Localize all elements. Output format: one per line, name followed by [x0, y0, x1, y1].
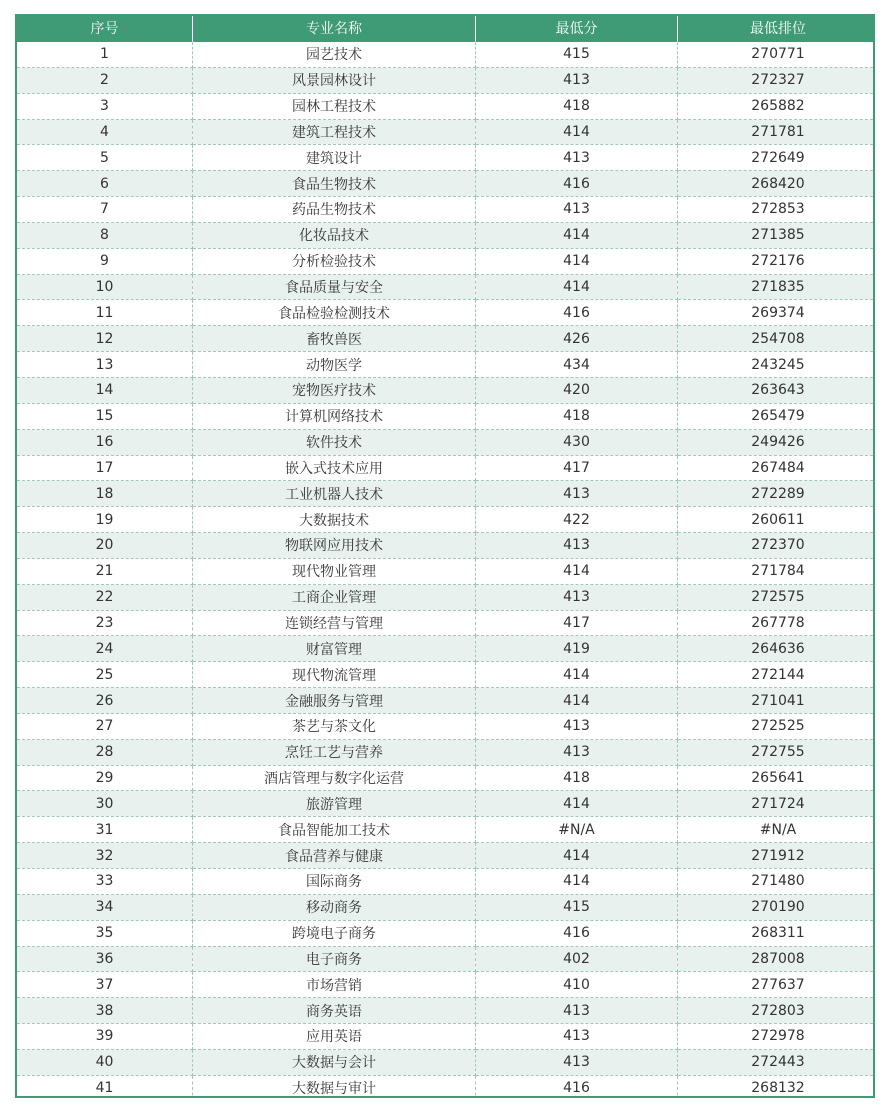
major-name-cell: 市场营销	[193, 972, 476, 998]
min-rank-cell: 243245	[678, 352, 876, 378]
min-score-cell: 414	[476, 119, 678, 145]
min-rank-cell: 269374	[678, 300, 876, 326]
major-name-cell: 药品生物技术	[193, 197, 476, 223]
min-rank-cell: 272755	[678, 739, 876, 765]
min-score-cell: 413	[476, 584, 678, 610]
major-name-cell: 现代物业管理	[193, 558, 476, 584]
row-index-cell: 22	[17, 584, 193, 610]
min-score-cell: 414	[476, 222, 678, 248]
min-score-cell: 414	[476, 791, 678, 817]
min-score-cell: 416	[476, 171, 678, 197]
row-index-cell: 33	[17, 869, 193, 895]
min-score-cell: #N/A	[476, 817, 678, 843]
row-index-cell: 30	[17, 791, 193, 817]
row-index-cell: 21	[17, 558, 193, 584]
header-row	[17, 16, 875, 42]
table-body	[17, 42, 875, 1098]
row-index-cell: 20	[17, 533, 193, 559]
row-index-cell: 31	[17, 817, 193, 843]
row-index-cell: 40	[17, 1049, 193, 1075]
major-name-cell: 食品质量与安全	[193, 274, 476, 300]
row-index-cell: 26	[17, 688, 193, 714]
major-name-cell: 物联网应用技术	[193, 533, 476, 559]
min-score-cell: 413	[476, 67, 678, 93]
table-row	[17, 1049, 875, 1075]
major-name-cell: 旅游管理	[193, 791, 476, 817]
table-row	[17, 274, 875, 300]
table-row	[17, 713, 875, 739]
min-score-cell: 414	[476, 843, 678, 869]
min-rank-cell: 271724	[678, 791, 876, 817]
table-row	[17, 93, 875, 119]
table-row	[17, 222, 875, 248]
min-rank-cell: 272176	[678, 248, 876, 274]
header-min-score: 最低分	[476, 16, 678, 42]
table-row	[17, 533, 875, 559]
row-index-cell: 23	[17, 610, 193, 636]
min-score-cell: 410	[476, 972, 678, 998]
table-row	[17, 894, 875, 920]
major-name-cell: 工商企业管理	[193, 584, 476, 610]
min-rank-cell: 254708	[678, 326, 876, 352]
min-score-cell: 414	[476, 662, 678, 688]
min-score-cell: 413	[476, 197, 678, 223]
min-rank-cell: 271912	[678, 843, 876, 869]
table-row	[17, 558, 875, 584]
min-score-cell: 402	[476, 946, 678, 972]
min-rank-cell: 272144	[678, 662, 876, 688]
table-row	[17, 791, 875, 817]
major-name-cell: 茶艺与茶文化	[193, 713, 476, 739]
min-score-cell: 413	[476, 1049, 678, 1075]
min-rank-cell: 272649	[678, 145, 876, 171]
min-score-cell: 420	[476, 377, 678, 403]
row-index-cell: 39	[17, 1024, 193, 1050]
row-index-cell: 1	[17, 42, 193, 67]
min-score-cell: 417	[476, 455, 678, 481]
table-row	[17, 197, 875, 223]
min-rank-cell: 272803	[678, 998, 876, 1024]
min-score-cell: 434	[476, 352, 678, 378]
min-rank-cell: 272575	[678, 584, 876, 610]
min-score-cell: 413	[476, 145, 678, 171]
min-rank-cell: 270771	[678, 42, 876, 67]
row-index-cell: 14	[17, 377, 193, 403]
min-rank-cell: 272327	[678, 67, 876, 93]
table-row	[17, 920, 875, 946]
score-table-container	[15, 14, 875, 1098]
table-row	[17, 765, 875, 791]
min-rank-cell: 272525	[678, 713, 876, 739]
table-row	[17, 455, 875, 481]
table-row	[17, 377, 875, 403]
min-score-cell: 416	[476, 920, 678, 946]
min-score-cell: 415	[476, 42, 678, 67]
table-row	[17, 610, 875, 636]
major-name-cell: 烹饪工艺与营养	[193, 739, 476, 765]
min-score-cell: 416	[476, 1075, 678, 1098]
table-row	[17, 998, 875, 1024]
major-name-cell: 应用英语	[193, 1024, 476, 1050]
major-name-cell: 财富管理	[193, 636, 476, 662]
header-major-name: 专业名称	[193, 16, 476, 42]
major-name-cell: 商务英语	[193, 998, 476, 1024]
major-name-cell: 酒店管理与数字化运营	[193, 765, 476, 791]
table-row	[17, 352, 875, 378]
table-row	[17, 662, 875, 688]
min-rank-cell: 260611	[678, 507, 876, 533]
row-index-cell: 12	[17, 326, 193, 352]
min-rank-cell: 277637	[678, 972, 876, 998]
min-score-cell: 414	[476, 248, 678, 274]
min-rank-cell: 263643	[678, 377, 876, 403]
min-rank-cell: 287008	[678, 946, 876, 972]
table-row	[17, 1024, 875, 1050]
min-score-cell: 413	[476, 998, 678, 1024]
row-index-cell: 25	[17, 662, 193, 688]
row-index-cell: 6	[17, 171, 193, 197]
table-row	[17, 42, 875, 67]
table-row	[17, 946, 875, 972]
min-rank-cell: 272370	[678, 533, 876, 559]
major-name-cell: 计算机网络技术	[193, 403, 476, 429]
row-index-cell: 36	[17, 946, 193, 972]
min-score-cell: 414	[476, 274, 678, 300]
min-score-cell: 418	[476, 765, 678, 791]
min-rank-cell: 267778	[678, 610, 876, 636]
min-rank-cell: 271781	[678, 119, 876, 145]
major-name-cell: 移动商务	[193, 894, 476, 920]
min-rank-cell: 268132	[751, 1080, 805, 1097]
row-index-cell: 4	[17, 119, 193, 145]
major-name-cell: 园艺技术	[193, 42, 476, 67]
min-rank-cell: 271385	[678, 222, 876, 248]
row-index-cell: 16	[17, 429, 193, 455]
row-index-cell: 13	[17, 352, 193, 378]
row-index-cell: 7	[17, 197, 193, 223]
major-name-cell: 食品智能加工技术	[193, 817, 476, 843]
table-header	[17, 16, 875, 42]
min-score-cell: 417	[476, 610, 678, 636]
table-row	[17, 429, 875, 455]
min-score-cell: 413	[476, 481, 678, 507]
row-index-cell: 38	[17, 998, 193, 1024]
row-index-cell: 28	[17, 739, 193, 765]
min-rank-cell: 272289	[678, 481, 876, 507]
row-index-cell: 24	[17, 636, 193, 662]
major-name-cell: 食品营养与健康	[193, 843, 476, 869]
row-index-cell: 29	[17, 765, 193, 791]
row-index-cell: 5	[17, 145, 193, 171]
min-rank-cell: 268311	[678, 920, 876, 946]
min-rank-cell: 272853	[678, 197, 876, 223]
major-name-cell: 嵌入式技术应用	[193, 455, 476, 481]
table-row	[17, 843, 875, 869]
min-rank-cell: 268420	[678, 171, 876, 197]
min-rank-cell: 265641	[678, 765, 876, 791]
table-row	[17, 817, 875, 843]
table-row	[17, 171, 875, 197]
table-row	[17, 326, 875, 352]
table-row	[17, 972, 875, 998]
row-index-cell: 9	[17, 248, 193, 274]
table-row	[17, 248, 875, 274]
table-row	[17, 869, 875, 895]
row-index-cell: 35	[17, 920, 193, 946]
score-table	[17, 16, 875, 1098]
row-index-cell: 15	[17, 403, 193, 429]
min-score-cell: 430	[476, 429, 678, 455]
row-index-cell: 2	[17, 67, 193, 93]
row-index-cell: 11	[17, 300, 193, 326]
major-name-cell: 大数据与审计	[193, 1075, 476, 1098]
min-rank-cell: 270190	[678, 894, 876, 920]
min-score-cell: 418	[476, 93, 678, 119]
major-name-cell: 国际商务	[193, 869, 476, 895]
min-rank-cell: 264636	[678, 636, 876, 662]
row-index-cell: 10	[17, 274, 193, 300]
row-index-cell: 17	[17, 455, 193, 481]
table-row	[17, 584, 875, 610]
min-score-cell: 414	[476, 558, 678, 584]
major-name-cell: 建筑工程技术	[193, 119, 476, 145]
row-index-cell: 32	[17, 843, 193, 869]
major-name-cell: 现代物流管理	[193, 662, 476, 688]
header-index: 序号	[17, 16, 193, 42]
major-name-cell: 食品检验检测技术	[193, 300, 476, 326]
table-row	[17, 688, 875, 714]
major-name-cell: 分析检验技术	[193, 248, 476, 274]
major-name-cell: 畜牧兽医	[193, 326, 476, 352]
major-name-cell: 风景园林设计	[193, 67, 476, 93]
major-name-cell: 电子商务	[193, 946, 476, 972]
major-name-cell: 宠物医疗技术	[193, 377, 476, 403]
row-index-cell: 8	[17, 222, 193, 248]
major-name-cell: 大数据技术	[193, 507, 476, 533]
min-score-cell: 413	[476, 739, 678, 765]
row-index-cell: 37	[17, 972, 193, 998]
major-name-cell: 金融服务与管理	[193, 688, 476, 714]
row-index-cell: 19	[17, 507, 193, 533]
min-rank-cell: 272978	[678, 1024, 876, 1050]
min-score-cell: 419	[476, 636, 678, 662]
table-row	[17, 636, 875, 662]
major-name-cell: 大数据与会计	[193, 1049, 476, 1075]
table-row	[17, 1075, 875, 1098]
table-row	[17, 507, 875, 533]
major-name-cell: 软件技术	[193, 429, 476, 455]
header-min-rank: 最低排位	[678, 16, 876, 42]
min-score-cell: 414	[476, 688, 678, 714]
min-score-cell: 418	[476, 403, 678, 429]
min-rank-cell: 271784	[678, 558, 876, 584]
min-rank-cell: 267484	[678, 455, 876, 481]
min-score-cell: 413	[476, 533, 678, 559]
min-score-cell: 413	[476, 713, 678, 739]
major-name-cell: 动物医学	[193, 352, 476, 378]
min-rank-cell: #N/A	[678, 817, 876, 843]
min-score-cell: 422	[476, 507, 678, 533]
major-name-cell: 建筑设计	[193, 145, 476, 171]
min-score-cell: 415	[476, 894, 678, 920]
major-name-cell: 园林工程技术	[193, 93, 476, 119]
row-index-cell: 41	[17, 1075, 193, 1098]
major-name-cell: 化妆品技术	[193, 222, 476, 248]
min-rank-cell: 249426	[678, 429, 876, 455]
min-rank-cell: 265479	[678, 403, 876, 429]
row-index-cell: 27	[17, 713, 193, 739]
table-row	[17, 300, 875, 326]
major-name-cell: 食品生物技术	[193, 171, 476, 197]
major-name-cell: 跨境电子商务	[193, 920, 476, 946]
min-score-cell: 414	[476, 869, 678, 895]
min-rank-cell: 271835	[678, 274, 876, 300]
table-row	[17, 739, 875, 765]
row-index-cell: 34	[17, 894, 193, 920]
min-rank-cell: 265882	[678, 93, 876, 119]
min-rank-cell: 271480	[678, 869, 876, 895]
row-index-cell: 3	[17, 93, 193, 119]
table-row	[17, 67, 875, 93]
major-name-cell: 工业机器人技术	[193, 481, 476, 507]
row-index-cell: 18	[17, 481, 193, 507]
table-row	[17, 145, 875, 171]
major-name-cell: 连锁经营与管理	[193, 610, 476, 636]
min-rank-cell: 272443	[678, 1049, 876, 1075]
min-score-cell: 426	[476, 326, 678, 352]
table-row	[17, 119, 875, 145]
min-score-cell: 416	[476, 300, 678, 326]
table-row	[17, 403, 875, 429]
min-rank-cell: 271041	[678, 688, 876, 714]
min-score-cell: 413	[476, 1024, 678, 1050]
table-row	[17, 481, 875, 507]
